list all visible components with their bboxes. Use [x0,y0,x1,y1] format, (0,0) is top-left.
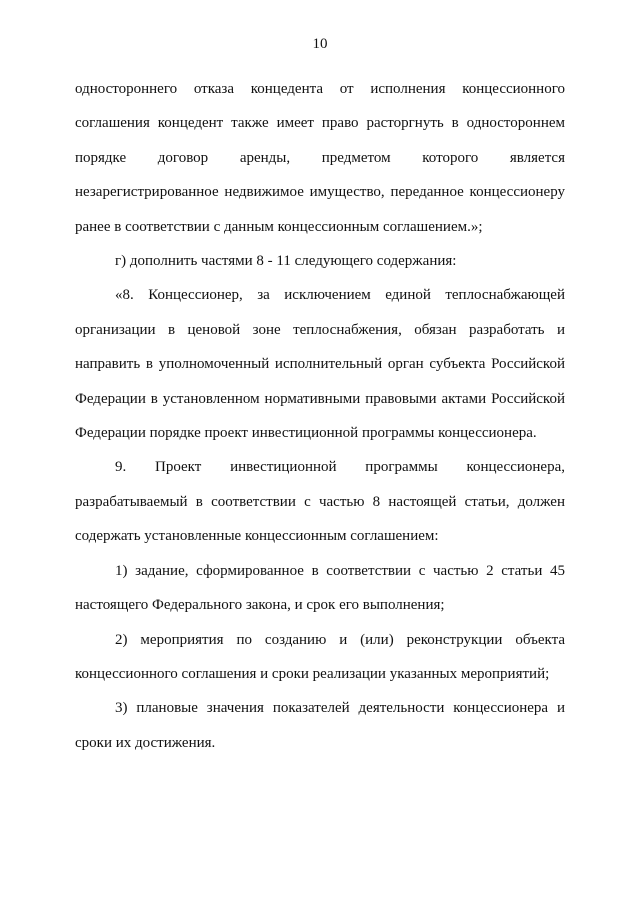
list-item-2: 2) мероприятия по созданию и (или) реконструкции объекта концессионного соглашения и сроки реализации указанных мероприятий; [75,631,565,682]
page-number: 10 [312,36,328,52]
paragraph-termination-clause: одностороннего отказа концедента от исполнения концессионного соглашения концедент также имеет право расторгнуть в одностороннем порядке договор аренды, предметом которого является незарегистрированное недвижимое имущество, переданное концессионеру ранее в соответствии с данным концессионным соглашением.»; [75,81,565,235]
paragraph-part-9: 9. Проект инвестиционной программы концессионера, разрабатываемый в соответствии с частью 8 настоящей статьи, должен содержать установленные концессионным соглашением: [75,459,565,545]
paragraph-amendment-g: г) дополнить частями 8 - 11 следующего содержания: [115,253,457,270]
list-item-3: 3) плановые значения показателей деятельности концессионера и сроки их достижения. [75,700,565,751]
paragraph-part-8: «8. Концессионер, за исключением единой теплоснабжающей организации в ценовой зоне теплоснабжения, обязан разработать и направить в уполномоченный исполнительный орган субъекта Российской Федерации в установленном нормативными правовыми актами Российской Федерации порядке проект инвестиционной программы концессионера. [75,287,565,442]
document-body [75,72,565,760]
list-item-1: 1) задание, сформированное в соответствии с частью 2 статьи 45 настоящего Федерального закона, и срок его выполнения; [75,562,565,614]
